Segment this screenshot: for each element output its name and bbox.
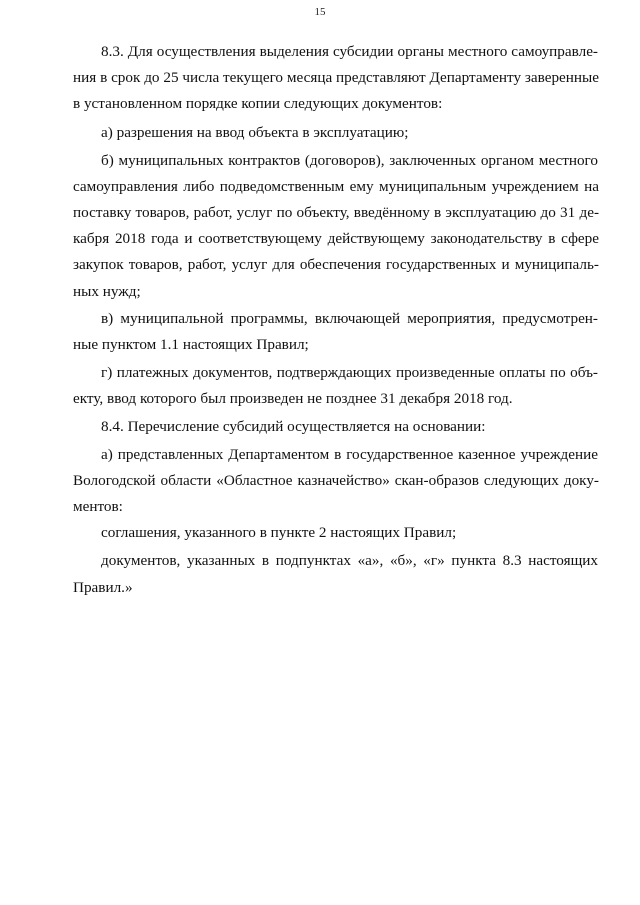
text-line: а) представленных Департаментом в государственное казенное учреждение [101,446,598,463]
text-line: Вологодской области «Областное казначейство» скан-образов следующих доку- [73,472,599,489]
text-line: кабря 2018 года и соответствующему действующему законодательству в сфере [73,230,599,247]
text-line: закупок товаров, работ, услуг для обеспечения государственных и муниципаль- [73,256,599,273]
text-line: 8.4. Перечисление субсидий осуществляется на основании: [101,418,486,435]
text-line: г) платежных документов, подтверждающих произведенные оплаты по объ- [101,364,598,381]
text-line: ния в срок до 25 числа текущего месяца представляют Департаменту заверенные [73,69,599,86]
text-line: в) муниципальной программы, включающей мероприятия, предусмотрен- [101,310,598,327]
text-line: документов, указанных в подпунктах «а», «б», «г» пункта 8.3 настоящих [101,552,598,569]
text-line: самоуправления либо подведомственным ему муниципальным учреждением на [73,178,599,195]
text-line: ментов: [73,498,123,515]
text-line: поставку товаров, работ, услуг по объекту, введённому в эксплуатацию до 31 де- [73,204,599,221]
text-line: ных нужд; [73,283,141,300]
text-line: екту, ввод которого был произведен не позднее 31 декабря 2018 год. [73,390,513,407]
text-line: а) разрешения на ввод объекта в эксплуатацию; [101,124,409,141]
text-line: соглашения, указанного в пункте 2 настоящих Правил; [101,524,457,541]
text-line: Правил.» [73,579,133,596]
text-line: б) муниципальных контрактов (договоров), заключенных органом местного [101,152,598,169]
text-line: в установленном порядке копии следующих документов: [73,95,443,112]
text-line: 8.3. Для осуществления выделения субсидии органы местного самоуправле- [101,43,598,60]
text-line: ные пунктом 1.1 настоящих Правил; [73,336,309,353]
page-number: 15 [314,6,326,18]
